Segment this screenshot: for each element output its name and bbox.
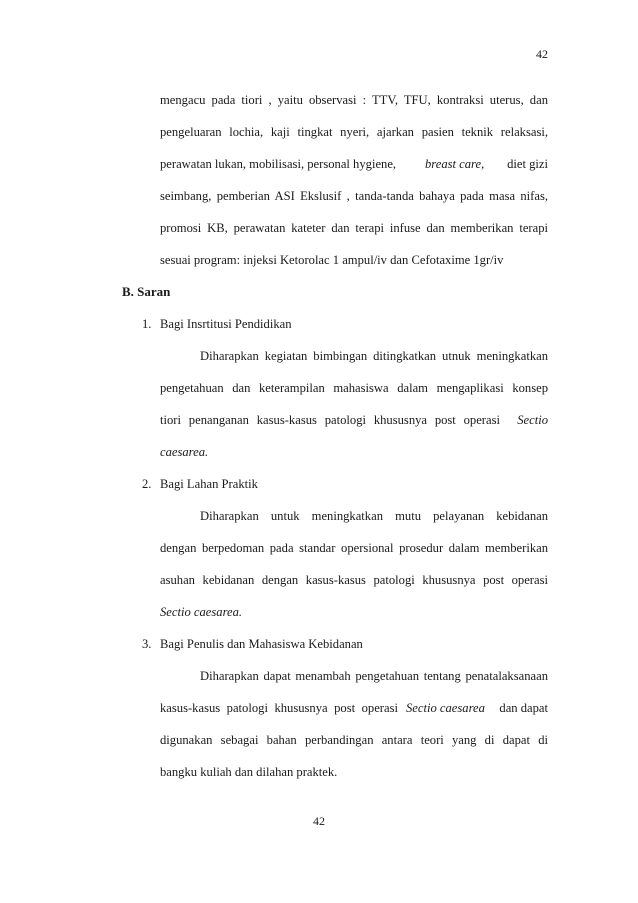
paragraph-line: pengeluaran lochia, kaji tingkat nyeri, ajarkan pasien teknik relaksasi, [160, 125, 548, 139]
paragraph-line: sesuai program: injeksi Ketorolac 1 ampul/iv dan Cefotaxime 1gr/iv [160, 253, 504, 267]
paragraph-line: bangku kuliah dan dilahan praktek. [160, 765, 338, 779]
list-item-number: 1. [142, 317, 152, 331]
list-item-title: Bagi Penulis dan Mahasiswa Kebidanan [160, 637, 363, 651]
paragraph-line: Diharapkan kegiatan bimbingan ditingkatkan utnuk meningkatkan [200, 349, 548, 363]
italic-term: breast care, [425, 157, 485, 171]
paragraph-line: asuhan kebidanan dengan kasus-kasus patologi khususnya post operasi [160, 573, 548, 587]
paragraph-line: seimbang, pemberian ASI Ekslusif , tanda-tanda bahaya pada masa nifas, [160, 189, 548, 203]
section-heading: B. Saran [122, 284, 171, 299]
paragraph-text: diet gizi [507, 157, 548, 171]
list-item-title: Bagi Insrtitusi Pendidikan [160, 317, 292, 331]
paragraph-text: tiori penanganan kasus-kasus patologi khususnya post operasi [160, 413, 500, 427]
list-item-title: Bagi Lahan Praktik [160, 477, 258, 491]
paragraph-text: kasus-kasus patologi khususnya post operasi [160, 701, 398, 715]
paragraph-line [160, 156, 548, 172]
paragraph-line: mengacu pada tiori , yaitu observasi : TTV, TFU, kontraksi uterus, dan [160, 93, 548, 107]
list-item-number: 2. [142, 477, 152, 491]
paragraph-line [160, 444, 208, 460]
paragraph-text: dan dapat [499, 701, 548, 715]
paragraph-line [160, 412, 548, 428]
list-item-number: 3. [142, 637, 152, 651]
paragraph-line: Diharapkan dapat menambah pengetahuan tentang penatalaksanaan [200, 669, 548, 683]
italic-term: Sectio [517, 413, 548, 427]
page-number-bottom: 42 [313, 814, 325, 828]
italic-term: Sectio caesarea. [160, 605, 243, 619]
italic-term: caesarea. [160, 445, 209, 459]
paragraph-text: perawatan lukan, mobilisasi, personal hygiene, [160, 157, 397, 171]
paragraph-line [160, 604, 242, 620]
paragraph-line: dengan berpedoman pada standar opersional prosedur dalam memberikan [160, 541, 548, 555]
paragraph-line [160, 700, 548, 716]
paragraph-line: promosi KB, perawatan kateter dan terapi infuse dan memberikan terapi [160, 221, 548, 235]
paragraph-line: digunakan sebagai bahan perbandingan antara teori yang di dapat di [160, 733, 548, 747]
paragraph-line: pengetahuan dan keterampilan mahasiswa dalam mengaplikasi konsep [160, 381, 548, 395]
italic-term: Sectio caesarea [406, 701, 485, 715]
page-number-top: 42 [536, 47, 548, 61]
paragraph-line: Diharapkan untuk meningkatkan mutu pelayanan kebidanan [200, 509, 548, 523]
